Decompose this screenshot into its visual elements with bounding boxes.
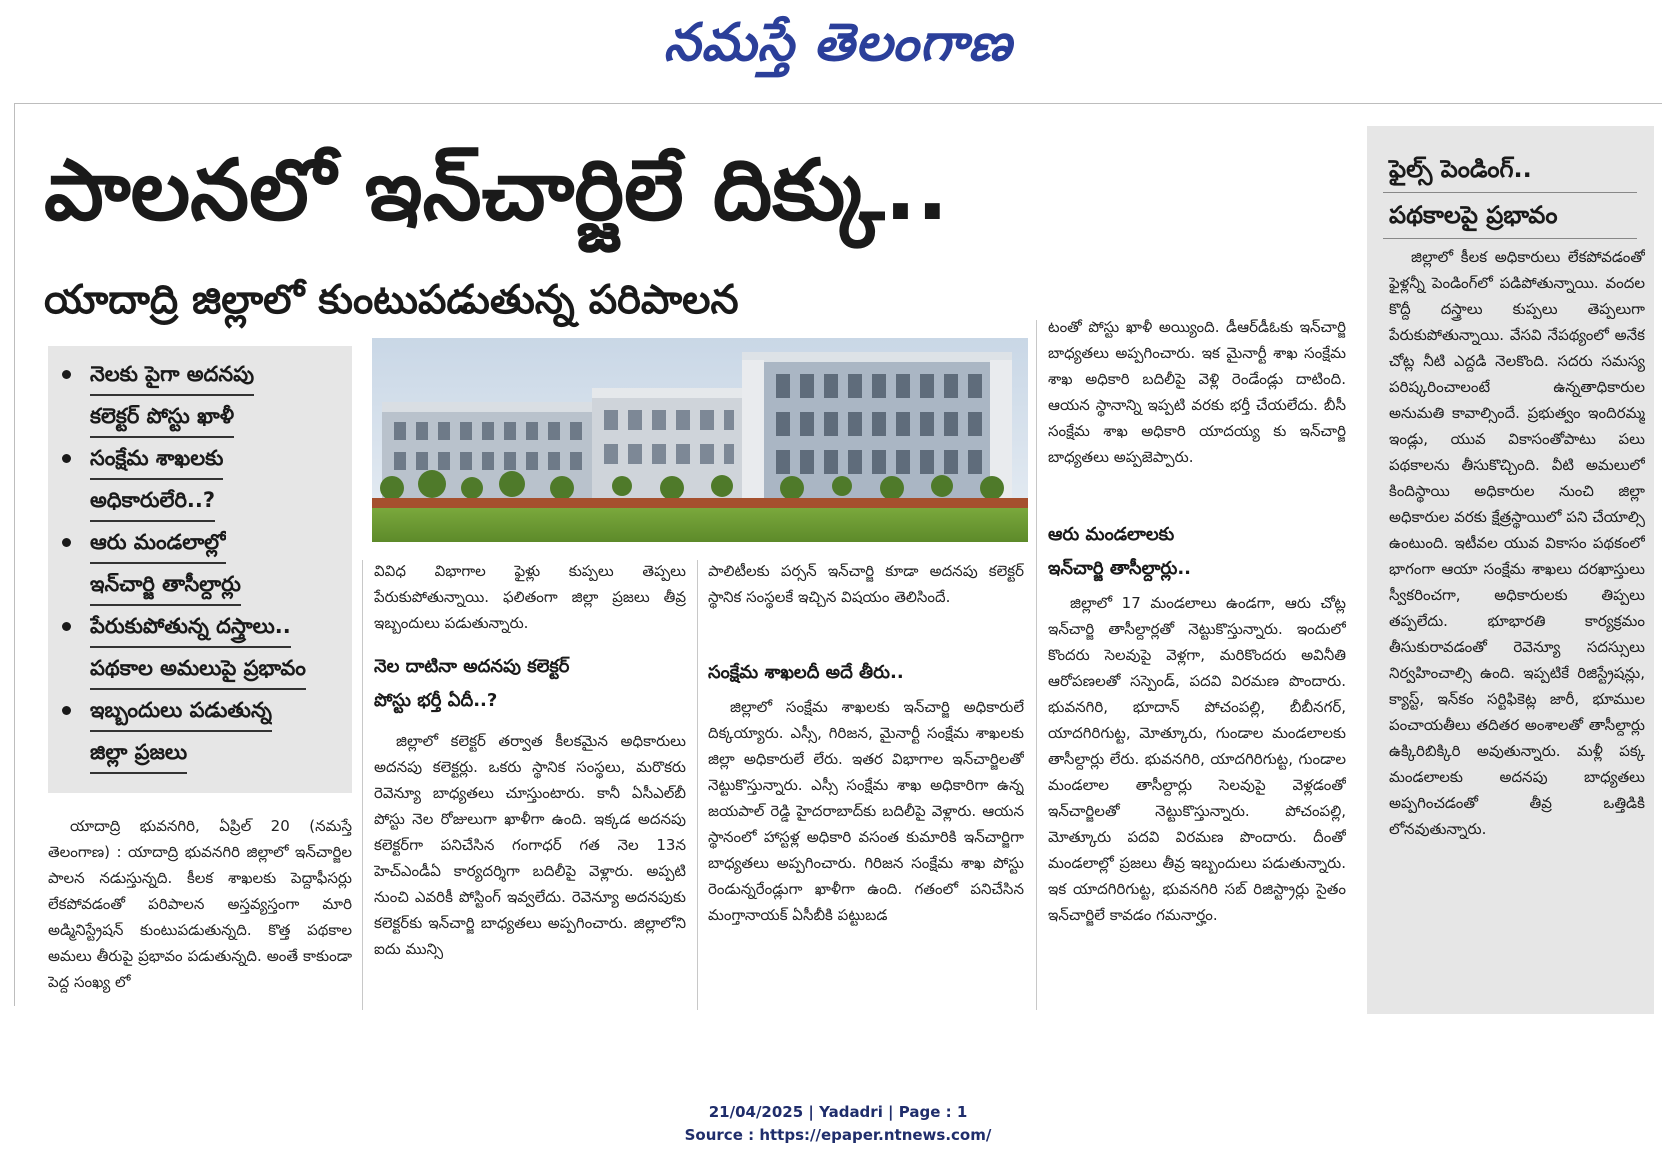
masthead bbox=[0, 8, 1676, 78]
article-column-2b bbox=[374, 728, 686, 1012]
highlight-line: నెలకు పైగా అదనపు bbox=[90, 354, 254, 396]
section-heading-tahsildars: ఆరు మండలాలకు ఇన్‌చార్జి తాసీల్దార్లు.. bbox=[1048, 524, 1192, 579]
section-heading-welfare: సంక్షేమ శాఖలదీ అదే తీరు.. bbox=[708, 662, 904, 683]
article-paragraph: వివిధ విభాగాల ఫైళ్లు కుప్పలు తెప్పలు పేరుకుపోతున్నాయి. ఫలితంగా జిల్లా ప్రజలు తీవ్ర ఇబ్బందులు పడుతున్నారు. bbox=[374, 562, 686, 632]
article-column-3a bbox=[708, 558, 1024, 640]
footer-dateline: 21/04/2025 | Yadadri | Page : 1 bbox=[708, 1103, 968, 1121]
highlight-line: అధికారులేరి..? bbox=[90, 480, 215, 522]
article-paragraph: యాదాద్రి భువనగిరి, ఏప్రిల్ 20 (నమస్తే తెలంగాణ) : యాదాద్రి భువనగిరి జిల్లాలో ఇన్‌చార్జిల పాలన నడుస్తున్నది. కీలక శాఖలకు పెద్దాఫీసర్లు లేకపోవడంతో పరిపాలన అస్తవ్యస్తంగా మారి అడ్మినిస్ట్రేషన్ కుంటుపడుతున్నది. కొత్త పథకాల అమలు తీరుపై ప్రభావం పడుతున్నది. అంతే కాకుండా పెద్ద సంఖ్య లో bbox=[48, 817, 352, 991]
highlight-line: కలెక్టర్ పోస్టు ఖాళీ bbox=[90, 396, 234, 438]
column-divider bbox=[1036, 320, 1037, 1010]
highlight-line: ఇన్‌చార్జి తాసీల్దార్లు bbox=[90, 564, 241, 606]
article-column-1 bbox=[48, 813, 352, 1013]
footer bbox=[0, 1101, 1676, 1147]
highlights-box bbox=[48, 346, 352, 793]
bullet-dot-icon bbox=[62, 622, 71, 631]
top-rule bbox=[14, 103, 1662, 104]
sidebar-box bbox=[1367, 126, 1654, 1014]
sidebar-heading: ఫైల్స్ పెండింగ్.. పథకాలపై ప్రభావం bbox=[1389, 155, 1558, 229]
highlight-line: జిల్లా ప్రజలు bbox=[90, 732, 187, 774]
article-paragraph: పాలిటీలకు పర్సన్ ఇన్‌చార్జి కూడా అదనపు కలెక్టర్ స్థానిక సంస్థలకే ఇచ్చిన విషయం తెలిసిందే. bbox=[708, 562, 1024, 606]
column-divider bbox=[697, 560, 698, 1010]
highlight-line: సంక్షేమ శాఖలకు bbox=[90, 438, 223, 480]
masthead-title: నమస్తే తెలంగాణ bbox=[663, 12, 1013, 73]
footer-source: Source : https://epaper.ntnews.com/ bbox=[684, 1126, 992, 1144]
bullet-dot-icon bbox=[62, 370, 71, 379]
highlight-line: ఇబ్బందులు పడుతున్న bbox=[90, 690, 272, 732]
article-paragraph: జిల్లాలో సంక్షేమ శాఖలకు ఇన్‌చార్జి అధికారులే దిక్కయ్యారు. ఎస్సీ, గిరిజన, మైనార్టీ సంక్షేమ శాఖలకు జిల్లా అధికారులే లేరు. ఇతర విభాగాల ఇన్‌చార్జిలతో నెట్టుకొస్తున్నారు. ఎస్సీ సంక్షేమ శాఖ అధికారిగా ఉన్న జయపాల్ రెడ్డి హైదరాబాద్‌కు బదిలీపై వెళ్లారు. ఆయన స్థానంలో హాస్టళ్ల అధికారి వసంత కుమారికి ఇన్‌చార్జిగా బాధ్యతలు అప్పగించారు. గిరిజన సంక్షేమ శాఖ పోస్టు రెండున్నరేండ్లుగా ఖాళీగా ఉంది. గతంలో పనిచేసిన మంగ్తానాయక్ ఏసీబీకి పట్టుబడ bbox=[708, 698, 1024, 924]
left-rule bbox=[14, 103, 15, 1006]
bullet-dot-icon bbox=[62, 706, 71, 715]
article-paragraph: జిల్లాలో 17 మండలాలు ఉండగా, ఆరు చోట్ల ఇన్‌చార్జి తాసీల్దార్లతో నెట్టుకొస్తున్నారు. ఇందులో కొందరు సెలవుపై వెళ్లగా, మరికొందరు అవినీతి ఆరోపణలతో సస్పెండ్, పదవి విరమణ పొందారు. భువనగిరి, భూదాన్ పోచంపల్లి, బీబీనగర్, యాదగిరిగుట్ట, మోత్కూరు, గుండాల మండలాలకు తాసీల్దార్లు లేరు. భువనగిరి, యాదగిరిగుట్ట, గుండాల మండలాల తాసీల్దార్లు సెలవుపై వెళ్లడంతో ఇన్‌చార్జిలతో నెట్టుకొస్తున్నారు. పోచంపల్లి, మోత్కూరు పదవి విరమణ పొందారు. దీంతో మండలాల్లో ప్రజలు తీవ్ర ఇబ్బందులు పడుతున్నారు. ఇక యాదగిరిగుట్ట, భువనగిరి సబ్ రిజిస్ట్రార్లు సైతం ఇన్‌చార్జిలే కావడం గమనార్హం. bbox=[1048, 594, 1346, 924]
sidebar-paragraph: జిల్లాలో కీలక అధికారులు లేకపోవడంతో ఫైళ్లన్నీ పెండింగ్‌లో పడిపోతున్నాయి. వందల కొద్దీ దస్త్రాలు కుప్పలు తెప్పలుగా పేరుకుపోతున్నాయి. వేసవి నేపథ్యంలో అనేక చోట్ల నీటి ఎద్దడి నెలకొంది. సదరు సమస్య పరిష్కరించాలంటే ఉన్నతాధికారుల అనుమతి కావాల్సిందే. ప్రభుత్వం ఇందిరమ్మ ఇండ్లు, యువ వికాసంతోపాటు పలు పథకాలను తీసుకొచ్చింది. వీటి అమలులో కిందిస్థాయి అధికారుల నుంచి జిల్లా అధికారుల వరకు క్షేత్రస్థాయిలో పని చేయాల్సి ఉంటుంది. ఇటీవల యువ వికాసం పథకంలో భాగంగా ఆయా సంక్షేమ శాఖలు దరఖాస్తులు స్వీకరించగా, అధికారులకు తిప్పలు తప్పలేదు. భూభారతి కార్యక్రమం తీసుకురావడంతో రెవెన్యూ సదస్సులు నిర్వహించాల్సి ఉంది. ఇప్పటికే రిజిస్ట్రేషన్లు, క్యాస్ట్, ఇన్‌కం సర్టిఫికెట్ల జారీ, భూముల పంచాయతీలు తదితర అంశాలతో తాసీల్దార్లు ఉక్కిరిబిక్కిరి అవుతున్నారు. మళ్లీ పక్క మండలాలకు అదనపు బాధ్యతలు అప్పగించడంతో తీవ్ర ఒత్తిడికి లోనవుతున్నారు. bbox=[1389, 248, 1645, 838]
highlight-line: ఆరు మండలాల్లో bbox=[90, 522, 226, 564]
sidebar-rule bbox=[1383, 238, 1637, 239]
bullet-dot-icon bbox=[62, 538, 71, 547]
article-column-4b bbox=[1048, 590, 1346, 1010]
column-divider bbox=[362, 560, 363, 1010]
sidebar-body bbox=[1389, 244, 1645, 1004]
section-heading-additional-collector: నెల దాటినా అదనపు కలెక్టర్ పోస్టు భర్తీ ఏదీ..? bbox=[374, 656, 570, 711]
article-paragraph: జిల్లాలో కలెక్టర్ తర్వాత కీలకమైన అధికారులు అదనపు కలెక్టర్లు. ఒకరు స్థానిక సంస్థలు, మరొకరు రెవెన్యూ బాధ్యతలు చూస్తుంటారు. కానీ ఏసీఎల్‌బీ పోస్టు నెల రోజులుగా ఖాళీగా ఉంది. ఇక్కడ అదనపు కలెక్టర్‌గా పనిచేసిన గంగాధర్ గత నెల 13న హెచ్‌ఎండీఏ కార్యదర్శిగా బదిలీపై వెళ్లారు. అప్పటి నుంచి ఎవరికీ పోస్టింగ్ ఇవ్వలేదు. రెవెన్యూ అదనపుకు కలెక్టర్‌కు ఇన్‌చార్జి బాధ్యతలు అప్పగించారు. జిల్లాలోని ఐదు మున్సి bbox=[374, 732, 686, 958]
highlight-line: పథకాల అమలుపై ప్రభావం bbox=[90, 648, 306, 690]
headline: పాలనలో ఇన్‌చార్జిలే దిక్కు.. bbox=[44, 141, 949, 239]
sidebar-rule bbox=[1383, 192, 1637, 193]
collectorate-building-photo bbox=[372, 338, 1028, 542]
article-column-3b bbox=[708, 694, 1024, 1012]
article-paragraph: టంతో పోస్టు ఖాళీ అయ్యింది. డీఆర్‌డీఓకు ఇన్‌చార్జి బాధ్యతలు అప్పగించారు. ఇక మైనార్టీ శాఖ సంక్షేమ శాఖ అధికారి బదిలీపై వెళ్లి రెండేండ్లు దాటింది. ఆయన స్థానాన్ని ఇప్పటి వరకు భర్తీ చేయలేదు. బీసీ సంక్షేమ శాఖ అధికారి యాదయ్య కు ఇన్‌చార్జి బాధ్యతలు అప్పజెప్పారు. bbox=[1048, 318, 1346, 466]
highlight-line: పేరుకుపోతున్న దస్త్రాలు.. bbox=[90, 606, 291, 648]
subheadline: యాదాద్రి జిల్లాలో కుంటుపడుతున్న పరిపాలన bbox=[44, 277, 739, 323]
article-column-4a bbox=[1048, 314, 1346, 522]
bullet-dot-icon bbox=[62, 454, 71, 463]
article-column-2a bbox=[374, 558, 686, 640]
